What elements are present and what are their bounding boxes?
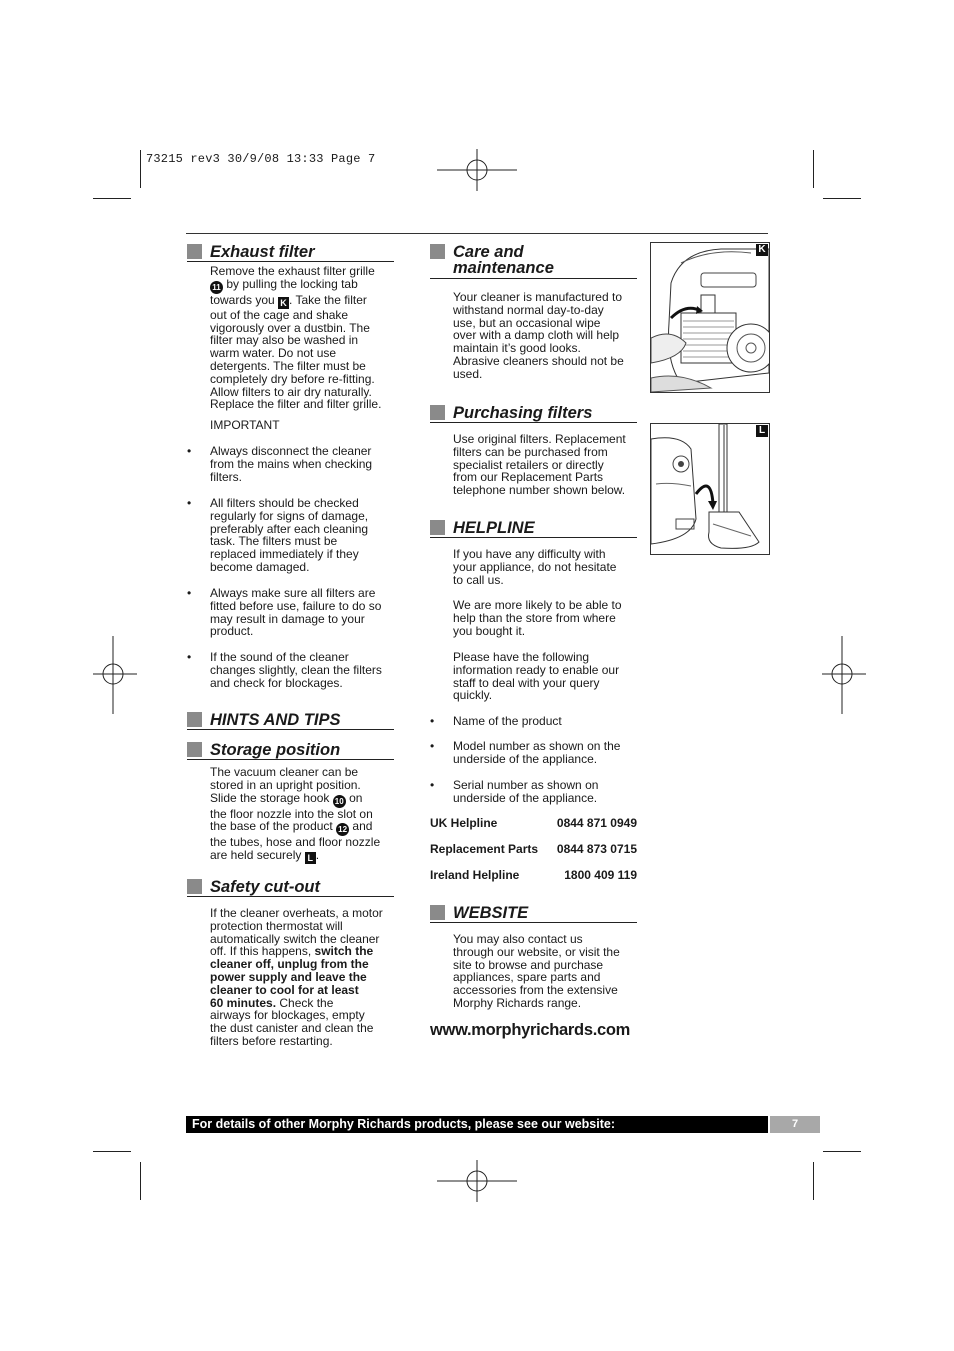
uk-helpline-row: UK Helpline 0844 871 0949 — [430, 816, 637, 830]
website-heading: WEBSITE — [430, 905, 637, 923]
ireland-helpline-row: Ireland Helpline 1800 409 119 — [430, 868, 637, 882]
callout-12-icon: 12 — [336, 823, 349, 836]
purchasing-filters-heading: Purchasing filters — [430, 405, 637, 423]
helpline-heading: HELPLINE — [430, 520, 637, 538]
callout-10-icon: 10 — [333, 795, 346, 808]
heading-square-icon — [187, 742, 202, 757]
print-slug: 73215 rev3 30/9/08 13:33 Page 7 — [146, 152, 376, 166]
heading-square-icon — [430, 405, 445, 420]
care-maintenance-heading: Care and maintenance — [430, 244, 637, 279]
purchasing-filters-text: Use original filters. Replacement filters can be purchased from specialist retailers or directly from our Replacement Parts telephone number shown below. — [453, 432, 626, 498]
heading-square-icon — [187, 244, 202, 259]
footer-text: For details of other Morphy Richards products, please see our website: www.morphyrichards.com — [186, 1117, 616, 1148]
callout-11-icon: 11 — [210, 281, 223, 294]
vacuum-filter-removal-icon — [651, 243, 769, 392]
vacuum-storage-icon — [651, 424, 769, 554]
hints-and-tips-heading: HINTS AND TIPS — [187, 712, 394, 730]
exhaust-filter-heading: Exhaust filter — [187, 244, 394, 262]
heading-square-icon — [187, 879, 202, 894]
heading-square-icon — [187, 712, 202, 727]
top-rule — [186, 233, 768, 234]
website-text: You may also contact us through our website, or visit the site to browse and purchase appliances, spare parts and accessories from the extensive Morphy Richards range. — [453, 932, 620, 1010]
storage-position-heading: Storage position — [187, 742, 394, 760]
storage-position-text: The vacuum cleaner can be stored in an upright position. Slide the storage hook 10 on the floor nozzle into the slot on the base of the product 12 and the tubes, hose and floor nozzle are held securely L . — [210, 765, 381, 864]
registration-mark-right — [822, 636, 866, 714]
safety-cut-out-heading: Safety cut-out — [187, 879, 394, 897]
care-maintenance-text: Your cleaner is manufactured to withstand normal day-to-day use, but an occasional wipe over with a damp cloth will help maintain it’s good looks. Abrasive cleaners should not be used. — [453, 290, 624, 381]
heading-square-icon — [430, 244, 445, 259]
footer-banner — [186, 1116, 768, 1148]
page-number: 7 — [770, 1116, 820, 1133]
figure-k-illustration — [650, 242, 770, 393]
registration-mark-left — [93, 636, 137, 714]
figure-l-illustration — [650, 423, 770, 555]
helpline-para-2: We are more likely to be able to help than the store from where you bought it. — [453, 598, 622, 638]
safety-cut-out-text: If the cleaner overheats, a motor protection thermostat will automatically switch the cleaner off. If this happens, switch the cleaner off, unplug from the power supply and leave the cleaner to cool for at least 60 minutes. Check the airways for blockages, empty the dust canister and clean the filters before restarting. — [210, 906, 383, 1048]
exhaust-filter-text: Remove the exhaust filter grille 11 by pulling the locking tab towards you K . Take the filter out of the cage and shake vigorously over a dustbin. The filter may also be washed in warm water. Do not use detergents. The filter must be completely dry before re-fitting. Allow filters to air dry naturally. Replace the filter and filter grille. — [210, 264, 382, 412]
important-label: IMPORTANT — [210, 418, 280, 432]
website-url-link[interactable]: www.morphyrichards.com — [430, 1021, 631, 1039]
helpline-para-1: If you have any difficulty with your appliance, do not hesitate to call us. — [453, 547, 617, 587]
figure-k-label: K — [756, 244, 768, 256]
heading-square-icon — [430, 905, 445, 920]
figure-l-label: L — [756, 425, 768, 437]
registration-mark-top — [437, 149, 517, 193]
figure-k-ref-icon: K — [278, 297, 289, 309]
heading-square-icon — [430, 520, 445, 535]
helpline-para-3: Please have the following information ready to enable our staff to deal with your query quickly. — [453, 650, 620, 703]
registration-mark-bottom — [437, 1160, 517, 1204]
replacement-parts-row: Replacement Parts 0844 873 0715 — [430, 842, 637, 856]
figure-l-ref-icon: L — [305, 852, 316, 864]
